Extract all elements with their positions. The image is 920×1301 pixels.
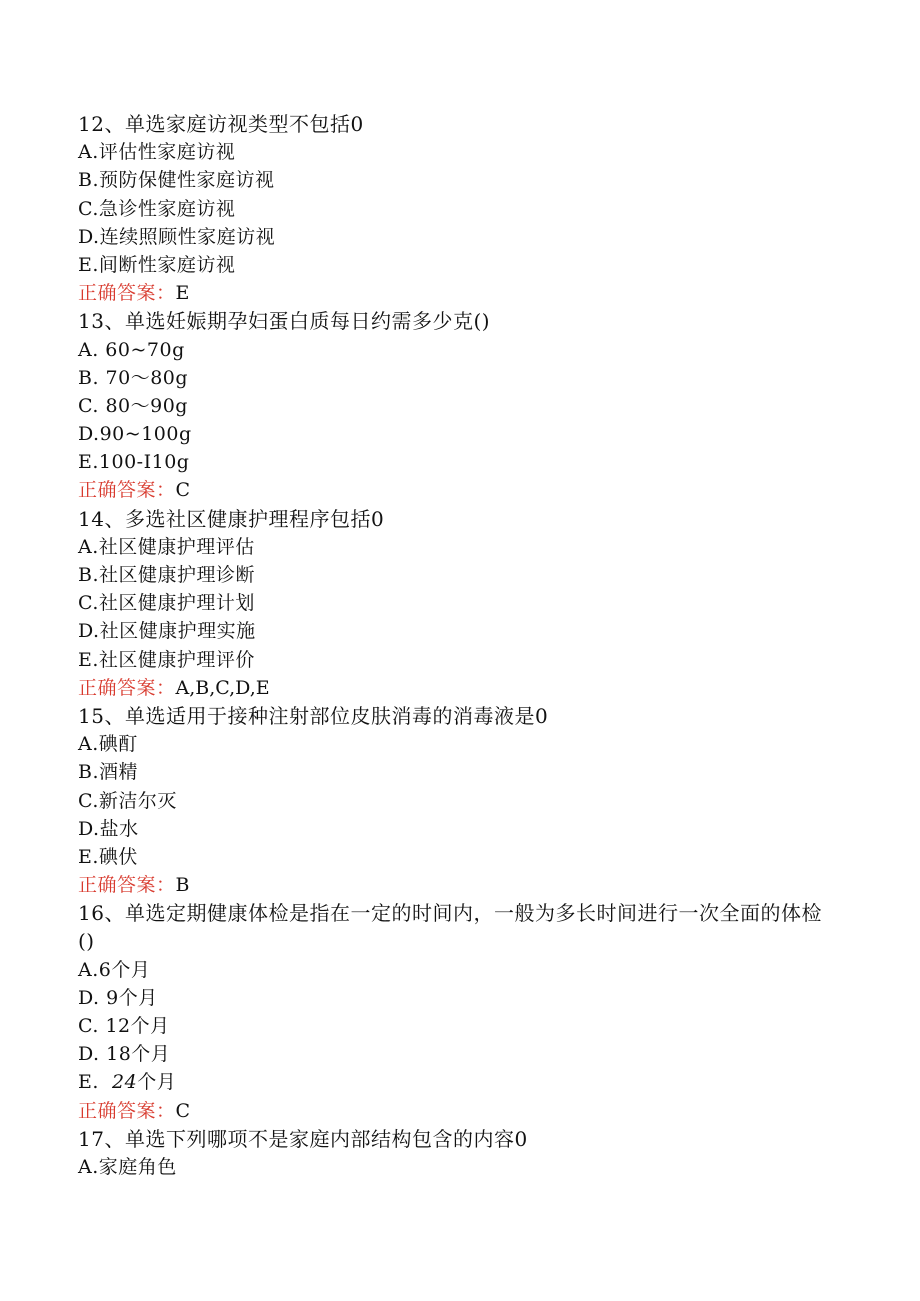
option-d: D.连续照顾性家庭访视 bbox=[78, 225, 276, 248]
option-e: E.100-I10g bbox=[78, 451, 190, 474]
option-e-number: 24 bbox=[112, 1071, 138, 1094]
option-c: C.社区健康护理计划 bbox=[78, 592, 255, 615]
answer-label: 正确答案： bbox=[78, 676, 176, 699]
question-14 bbox=[78, 505, 838, 702]
answer-value: C bbox=[175, 479, 191, 502]
option-a: A. 60~70g bbox=[78, 338, 185, 361]
option-c: C.急诊性家庭访视 bbox=[78, 197, 236, 220]
option-e-prefix: E. bbox=[78, 1071, 112, 1094]
option-e bbox=[78, 1068, 838, 1096]
question-title: 12、单选家庭访视类型不包括0 bbox=[78, 112, 364, 136]
question-title: 15、单选适用于接种注射部位皮肤消毒的消毒液是0 bbox=[78, 703, 549, 728]
option-b: B. 70～80g bbox=[78, 366, 189, 389]
option-e: E.碘伏 bbox=[78, 845, 138, 868]
option-e: E.社区健康护理评价 bbox=[78, 648, 255, 671]
answer-value: A,B,C,D,E bbox=[175, 676, 270, 699]
question-title: 14、多选社区健康护理程序包括0 bbox=[78, 506, 385, 531]
option-a: A.评估性家庭访视 bbox=[78, 141, 236, 164]
option-b: D. 9个月 bbox=[78, 986, 158, 1009]
option-d: D. 18个月 bbox=[78, 1043, 171, 1066]
question-15 bbox=[78, 702, 838, 899]
answer-label: 正确答案： bbox=[78, 874, 176, 897]
option-a: A.社区健康护理评估 bbox=[78, 535, 255, 558]
question-title: 13、单选妊娠期孕妇蛋白质每日约需多少克() bbox=[78, 309, 491, 334]
answer-label: 正确答案： bbox=[78, 282, 176, 305]
question-13 bbox=[78, 307, 838, 504]
option-e-suffix: 个月 bbox=[137, 1071, 177, 1094]
option-e: E.间断性家庭访视 bbox=[78, 253, 236, 276]
option-d: D.90~100g bbox=[78, 423, 192, 446]
option-c: C. 80～90g bbox=[78, 394, 188, 417]
answer-value: E bbox=[175, 282, 190, 305]
option-d: D.社区健康护理实施 bbox=[78, 620, 256, 643]
question-17 bbox=[78, 1125, 838, 1181]
question-12 bbox=[78, 110, 838, 307]
question-title: 17、单选下列哪项不是家庭内部结构包含的内容0 bbox=[78, 1126, 528, 1151]
correct-answer bbox=[78, 476, 838, 504]
question-16 bbox=[78, 899, 838, 1125]
option-c: C. 12个月 bbox=[78, 1015, 170, 1038]
option-b: B.酒精 bbox=[78, 761, 139, 784]
answer-value: B bbox=[175, 874, 190, 897]
answer-label: 正确答案： bbox=[78, 1099, 176, 1122]
correct-answer bbox=[78, 1097, 838, 1125]
correct-answer bbox=[78, 279, 838, 307]
option-d: D.盐水 bbox=[78, 817, 139, 840]
option-a: A.家庭角色 bbox=[78, 1155, 177, 1178]
correct-answer bbox=[78, 674, 838, 702]
option-a: A.碘酊 bbox=[78, 733, 138, 756]
option-a: A.6个月 bbox=[78, 958, 151, 981]
correct-answer bbox=[78, 871, 838, 899]
question-title: 16、单选定期健康体检是指在一定的时间内，一般为多长时间进行一次全面的体检() bbox=[78, 901, 822, 954]
option-b: B.社区健康护理诊断 bbox=[78, 564, 256, 586]
option-b: B.预防保健性家庭访视 bbox=[78, 169, 275, 192]
option-c: C.新洁尔灭 bbox=[78, 789, 177, 812]
answer-label: 正确答案： bbox=[78, 479, 176, 502]
answer-value: C bbox=[175, 1099, 191, 1122]
document-page bbox=[78, 110, 838, 1181]
